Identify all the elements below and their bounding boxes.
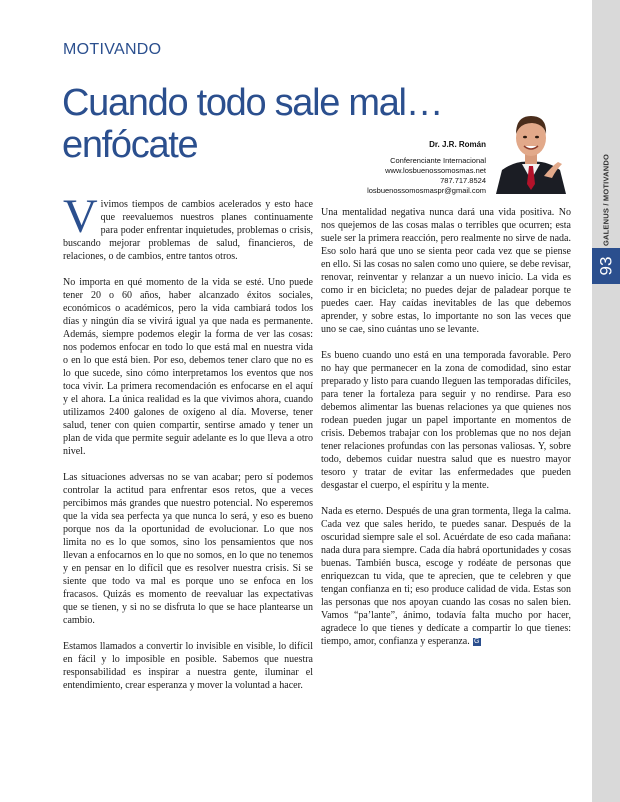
section-label: MOTIVANDO: [63, 41, 162, 58]
author-box: [340, 140, 486, 196]
article-paragraph-6: Es bueno cuando uno está en una temporada favorable. Pero no hay que permanecer en la zona de comodidad, sino estar preparado y listo para cuando lleguen las temporadas difíciles, para tener la fortaleza para seguir y no rendirse. Para eso debemos alimentar las buenas relaciones ya que quienes nos rodean pueden jugar un papel importante en momentos de crisis. Debemos trabajar con los problemas que no nos dejan tener relaciones profundas con las personas valiosas. Y, sobre todo, debemos cuidar nuestra salud que es nuestro mayor tesoro y tratar de evitar las enfermedades que pueden desgastar el cuerpo, el espíritu y la mente.: [321, 350, 571, 491]
sidebar-strip: [592, 0, 620, 802]
title-line-1: Cuando todo sale mal…: [62, 82, 443, 124]
author-website[interactable]: www.losbuenossomosmas.net: [385, 166, 486, 175]
dropcap: V: [63, 190, 98, 243]
author-email[interactable]: losbuenossomosmaspr@gmail.com: [367, 186, 486, 195]
article-column-left: [63, 190, 313, 705]
page-number-tab: [592, 248, 620, 284]
article-paragraph-1: [63, 190, 313, 263]
author-role: Conferenciante Internacional: [390, 156, 486, 165]
article-column-right: [321, 206, 571, 661]
title-line-2: enfócate: [62, 124, 198, 166]
article-paragraph-7: [321, 505, 571, 648]
paragraph-text: ivimos tiempos de cambios acelerados y esto hace que reevaluemos nuestros planes continuamente para poder enfrentar inquietudes, problemas o crisis, buscando mejorar problemas de salud, financieros, de relaciones, o de cambios, entre tantos otros.: [63, 199, 313, 262]
article-paragraph-4: Estamos llamados a convertir lo invisible en visible, lo difícil en fácil y lo imposible en posible. Sabemos que nuestra responsabilidad es inspirar a nuestra gente, iluminar el entendimiento, crear esperanza y mover la voluntad a hacer.: [63, 641, 313, 691]
author-name: Dr. J.R. Román: [429, 140, 486, 149]
author-portrait-illustration: [492, 104, 570, 194]
article-paragraph-3: Las situaciones adversas no se van acabar; pero sí podemos controlar la actitud para enfrentar esos retos, que a veces percibimos más grandes que nuestro potencial. No esperemos que la vida sea perfecta ya que nunca lo será, y eso es bueno porque nos da la oportunidad de evolucionar. Lo que nos limita no es lo que somos, sino los pensamientos que nos llevan a enfocarnos en lo que no somos, en lo que no tenemos y en pensar en lo difícil que es resolver nuestra crisis. Si se siente que todo va mal es porque uno se enfoca en los fracasos. Quizás es momento de reevaluar las expectativas que se tienen, y si no se disfruta lo que se hace plantearse un cambio.: [63, 472, 313, 626]
end-of-article-mark: G: [473, 637, 480, 645]
article-paragraph-2: No importa en qué momento de la vida se esté. Uno puede tener 20 o 60 años, haber alcanzado éxitos sociales, económicos o académicos, pero la vida cambiará todos los días y ningún día se vivirá igual ya que nada es permanente. Además, siempre podemos elegir la forma de ver las cosas: nos podemos enfocar en todo lo que está mal en nuestra vida o en lo que está bien. Por eso, debemos tener claro que no es lo que sucede, sino cómo interpretamos los eventos que nos toca vivir. La primera recomendación es enfocarse en el aquí y el ahora. La única realidad es la que vivimos ahora, cuando utilizamos 2400 galones de oxígeno al día. Moverse, tener salud, tener con quien compartir, sentirse amado y tener un plan de vida que permite seguir adelante es lo que lleva a otro nivel.: [63, 277, 313, 457]
sidebar-section-label: GALENUS / MOTIVANDO: [601, 154, 611, 246]
author-photo: [492, 104, 570, 194]
article-paragraph-5: Una mentalidad negativa nunca dará una vida positiva. No nos quejemos de las cosas malas o terribles que ocurren; esta suele ser la primera reacción, pero realmente no sirve de nada. Eso solo hará que uno se sienta peor cada vez que se piense en ello. Si las cosas no salen como uno quiere, se debe revisar, renovar, reinventar y relanzar a un nuevo inicio. La vida es como ir en bicicleta; no puedes dejar de paladear porque te puedes caer. Hay caídas inevitables de las que debemos aprender, y sobre estas, lo importante no son las veces que uno se cae, sino cuántas uno se levante.: [321, 207, 571, 335]
page-number: 93: [595, 256, 615, 276]
paragraph-text: Nada es eterno. Después de una gran tormenta, llega la calma. Cada vez que sales herido, te puedes sanar. Después de la oscuridad siempre sale el sol. Acuérdate de eso cada mañana: nada dura para siempre. Cada día habrá oportunidades y cosas buenas. También busca, escoge y rodéate de personas que enriquezcan tu vida, que te aprecien, que te celebren y que tengan confianza en ti; eso produce calidad de vida. Estas son las personas que nos apoyan cuando las cosas no salen bien. Vamos “pa’lante”, ánimo, todavía falta mucho por hacer, agradece lo que tienes y dedícate a compartir lo que tienes: tiempo, amor, confianza y esperanza.: [321, 506, 571, 647]
author-phone: 787.717.8524: [440, 176, 486, 185]
